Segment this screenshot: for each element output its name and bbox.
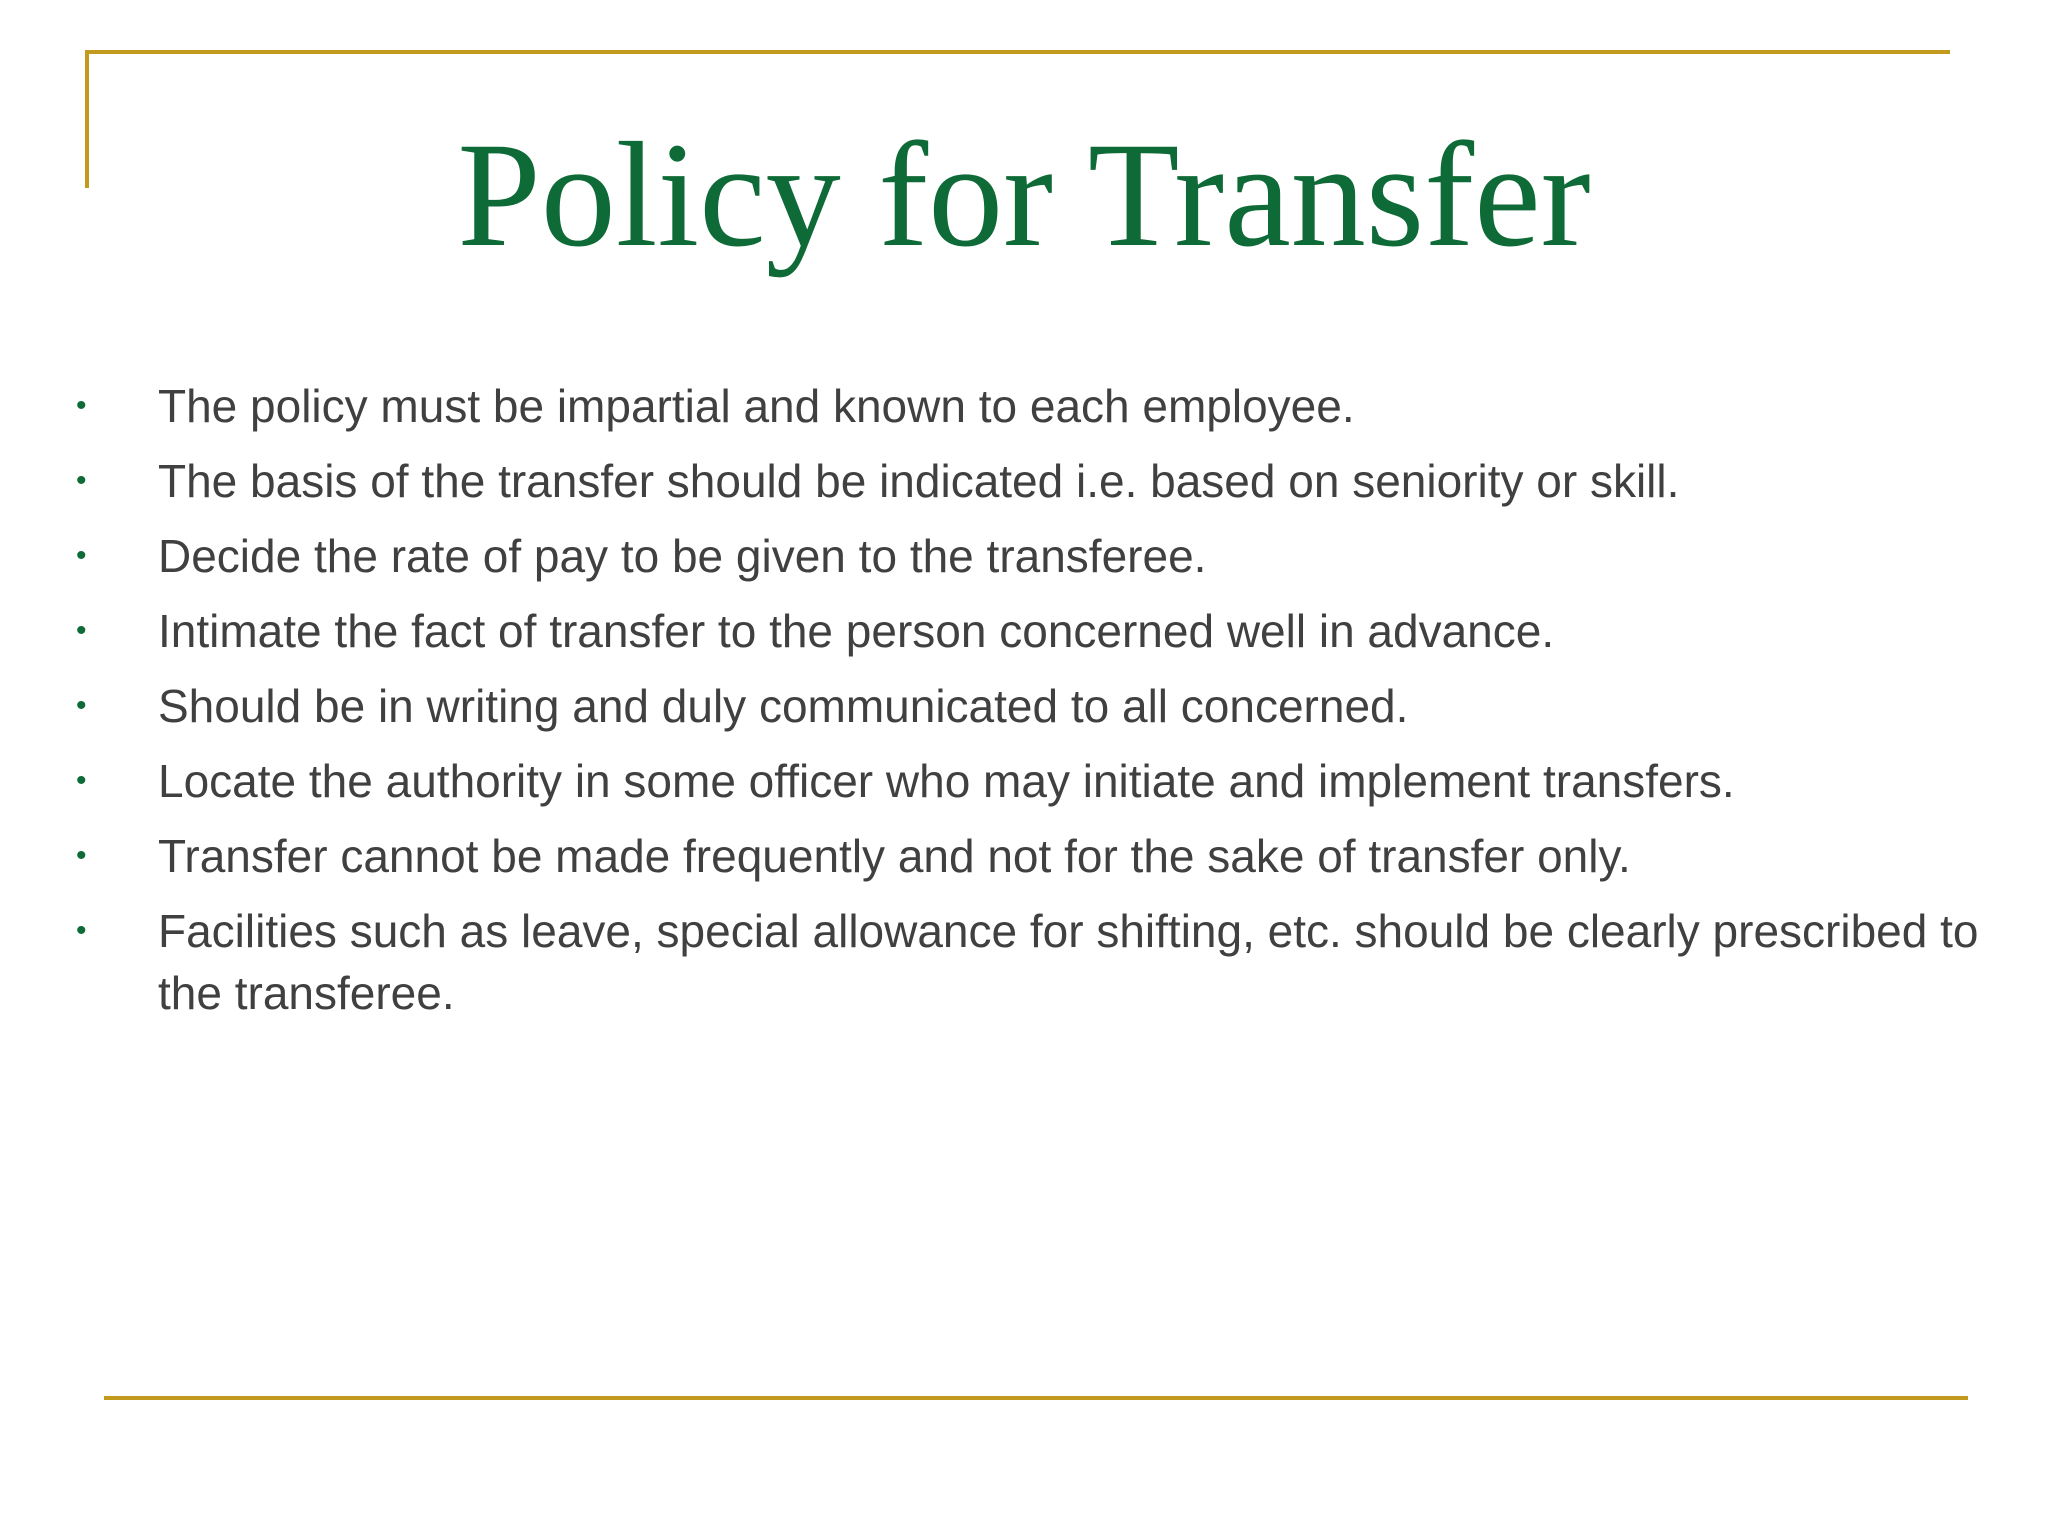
bullet-icon: • [76,914,87,947]
bullet-item [0,450,2048,512]
bullet-text: Facilities such as leave, special allowance for shifting, etc. should be clearly prescribed to the transferee. [158,905,1979,1019]
bullet-icon: • [76,764,87,797]
bullet-icon: • [76,839,87,872]
bullet-list [0,375,2048,1037]
bullet-item [0,900,2048,1024]
bullet-icon: • [76,614,87,647]
slide-title: Policy for Transfer [457,112,1591,278]
bullet-text: Locate the authority in some officer who may initiate and implement transfers. [158,755,1735,807]
bullet-text: Should be in writing and duly communicated to all concerned. [158,680,1409,732]
top-frame-line [85,50,1950,54]
bullet-text: Intimate the fact of transfer to the person concerned well in advance. [158,605,1555,657]
bottom-frame-line [104,1396,1968,1400]
bullet-text: Decide the rate of pay to be given to the transferee. [158,530,1207,582]
bullet-item [0,375,2048,437]
bullet-item [0,825,2048,887]
bullet-text: The policy must be impartial and known to each employee. [158,380,1355,432]
bullet-item [0,600,2048,662]
bullet-text: The basis of the transfer should be indicated i.e. based on seniority or skill. [158,455,1680,507]
bullet-icon: • [76,539,87,572]
bullet-icon: • [76,389,87,422]
bullet-item [0,675,2048,737]
bullet-icon: • [76,689,87,722]
bullet-item [0,750,2048,812]
bullet-text: Transfer cannot be made frequently and not for the sake of transfer only. [158,830,1631,882]
bullet-item [0,525,2048,587]
bullet-icon: • [76,464,87,497]
